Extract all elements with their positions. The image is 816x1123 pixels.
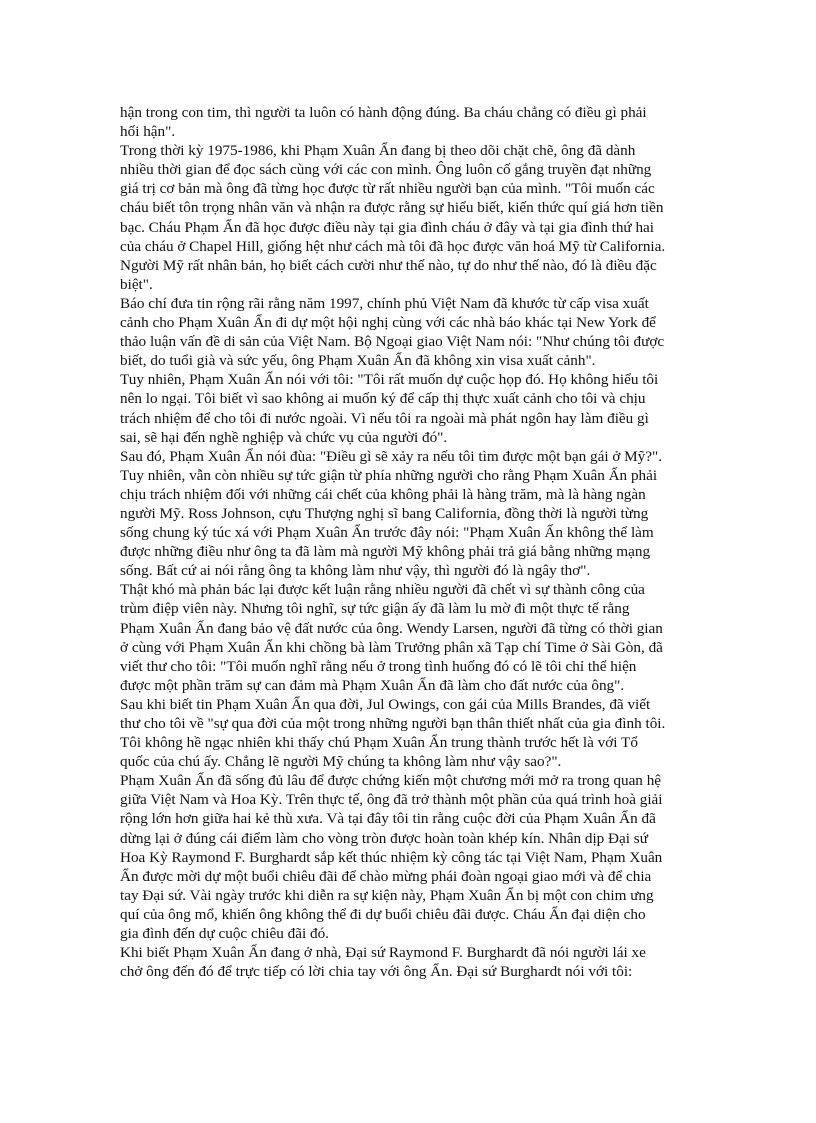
paragraph [120, 141, 704, 294]
text-line: Hoa Kỳ Raymond F. Burghardt sắp kết thúc nhiệm kỳ công tác tại Việt Nam, Phạm Xuân [120, 848, 663, 866]
text-line: tay Đại sứ. Vài ngày trước khi diễn ra sự kiện này, Phạm Xuân Ẩn bị một con chim ưng [120, 886, 654, 904]
paragraph [120, 943, 704, 981]
text-line: Người Mỹ rất nhân bản, họ biết cách cười như thế nào, tự do như thế nào, đó là điều đặc [120, 256, 657, 274]
text-line: thảo luận vấn đề di sản của Việt Nam. Bộ Ngoại giao Việt Nam nói: "Như chúng tôi được [120, 333, 665, 351]
text-line: Tôi không hề ngạc nhiên khi thấy chú Phạm Xuân Ẩn trung thành trước hết là với Tổ [120, 734, 638, 752]
paragraph [120, 771, 704, 943]
text-line: được những điều như ông ta đã làm mà người Mỹ không phải trả giá bằng những mạng [120, 543, 651, 561]
text-line: cảnh cho Phạm Xuân Ẩn đi dự một hội nghị cùng với các nhà báo khác tại New York để [120, 314, 656, 332]
text-line: người Mỹ. Ross Johnson, cựu Thượng nghị sĩ bang California, đồng thời là người từng [120, 504, 649, 522]
text-line: Phạm Xuân Ẩn đã sống đủ lâu để được chứng kiến một chương mới mở ra trong quan hệ [120, 772, 662, 790]
text-line: giá trị cơ bản mà ông đã từng học được từ rất nhiều người bạn của mình. "Tôi muốn các [120, 180, 655, 198]
paragraph [120, 695, 704, 771]
text-line: chịu trách nhiệm đối với những cái chết của không phải là hàng trăm, mà là hàng ngàn [120, 485, 646, 503]
text-line: Tuy nhiên, vẫn còn nhiều sự tức giận từ phía những người cho rằng Phạm Xuân Ẩn phải [120, 466, 658, 484]
text-line: bạc. Cháu Phạm Ẩn đã học được điều này tại gia đình cháu ở đây và tại gia đình thứ hai [120, 218, 654, 236]
text-line: sống. Bất cứ ai nói rằng ông ta không làm như vậy, thì người đó là ngây thơ". [120, 562, 591, 580]
text-line: sống chung ký túc xá với Phạm Xuân Ẩn trước đây nói: "Phạm Xuân Ẩn không thể làm [120, 524, 654, 542]
paragraph [120, 370, 704, 446]
text-line: Phạm Xuân Ẩn đang bảo vệ đất nước của ông. Wendy Larsen, người đã từng có thời gian [120, 619, 663, 637]
paragraph [120, 447, 704, 581]
document-page [120, 103, 704, 981]
text-line: trách nhiệm để cho tôi đi nước ngoài. Vì nếu tôi ra ngoài mà phát ngôn hay làm điều gì [120, 409, 649, 427]
text-line: Báo chí đưa tin rộng rãi rằng năm 1997, chính phủ Việt Nam đã khước từ cấp visa xuất [120, 294, 649, 312]
text-line: sai, sẽ hại đến nghề nghiệp và chức vụ của người đó". [120, 428, 448, 446]
text-line: của cháu ở Chapel Hill, giống hệt như cách mà tôi đã học được văn hoá Mỹ từ California. [120, 237, 666, 255]
text-line: Sau khi biết tin Phạm Xuân Ẩn qua đời, Jul Owings, con gái của Mills Brandes, đã viết [120, 695, 651, 713]
text-line: giữa Việt Nam và Hoa Kỳ. Trên thực tế, ông đã trở thành một phần của quá trình hoà giải [120, 791, 663, 809]
text-line: nên lo ngại. Tôi biết vì sao không ai muốn ký để cấp thị thực xuất cảnh cho tôi và chịu [120, 390, 646, 408]
paragraph [120, 580, 704, 695]
paragraph [120, 103, 704, 141]
text-line: ở cùng với Phạm Xuân Ẩn khi chồng bà làm Trưởng phân xã Tạp chí Time ở Sài Gòn, đã [120, 638, 663, 656]
text-line: cháu biết tôn trọng nhân văn và nhận ra được rằng sự hiểu biết, kiến thức quí giá hơn tiền [120, 199, 664, 217]
text-line: Tuy nhiên, Phạm Xuân Ẩn nói với tôi: "Tôi rất muốn dự cuộc họp đó. Họ không hiểu tôi [120, 371, 659, 389]
text-line: quí của ông mổ, khiến ông không thể đi dự buổi chiêu đãi được. Cháu Ẩn đại diện cho [120, 905, 646, 923]
text-line: hận trong con tim, thì người ta luôn có hành động đúng. Ba cháu chẳng có điều gì phải [120, 104, 647, 121]
text-line: dừng lại ở đúng cái điểm làm cho vòng tròn được hoàn toàn khép kín. Nhân dịp Đại sứ [120, 829, 648, 847]
text-line: nhiều thời gian để đọc sách cùng với các con mình. Ông luôn cố gắng truyền đạt những [120, 161, 652, 179]
text-line: viết thư cho tôi: "Tôi muốn nghĩ rằng nếu ở trong tình huống đó có lẽ tôi chỉ thể hiện [120, 657, 637, 675]
text-line: trùm điệp viên này. Nhưng tôi nghĩ, sự tức giận ấy đã làm lu mờ đi một thực tế rằng [120, 600, 630, 618]
text-line: Ẩn được mời dự một buổi chiêu đãi để chào mừng phái đoàn ngoại giao mới và để chia [120, 867, 652, 885]
text-line: Thật khó mà phản bác lại được kết luận rằng nhiều người đã chết vì sự thành công của [120, 581, 645, 599]
text-line: biệt". [120, 275, 153, 293]
paragraph [120, 294, 704, 370]
text-line: Trong thời kỳ 1975-1986, khi Phạm Xuân Ẩn đang bị theo dõi chặt chẽ, ông đã dành [120, 142, 636, 160]
text-line: thư cho tôi về "sự qua đời của một trong những người bạn thân thiết nhất của gia đình tôi. [120, 715, 666, 732]
text-line: biết, do tuổi già và sức yếu, ông Phạm Xuân Ẩn đã không xin visa xuất cảnh". [120, 352, 596, 370]
text-line: quốc của chú ấy. Chẳng lẽ người Mỹ chúng ta không làm như vậy sao?". [120, 753, 562, 771]
text-line: rộng lớn hơn giữa hai kẻ thù xưa. Và tại đây tôi tin rằng cuộc đời của Phạm Xuân Ẩn đã [120, 810, 656, 828]
text-line: Khi biết Phạm Xuân Ẩn đang ở nhà, Đại sứ Raymond F. Burghardt đã nói người lái xe [120, 944, 646, 962]
text-line: hối hận". [120, 123, 176, 141]
text-line: được một phần trăm sự can đảm mà Phạm Xuân Ẩn đã làm cho đất nước của ông". [120, 676, 625, 694]
text-line: Sau đó, Phạm Xuân Ẩn nói đùa: "Điều gì sẽ xảy ra nếu tôi tìm được một bạn gái ở Mỹ?". [120, 447, 663, 465]
text-line: gia đình đến dự cuộc chiêu đãi đó. [120, 925, 329, 943]
text-line: chở ông đến đó để trực tiếp có lời chia tay với ông Ẩn. Đại sứ Burghardt nói với tôi: [120, 963, 633, 981]
